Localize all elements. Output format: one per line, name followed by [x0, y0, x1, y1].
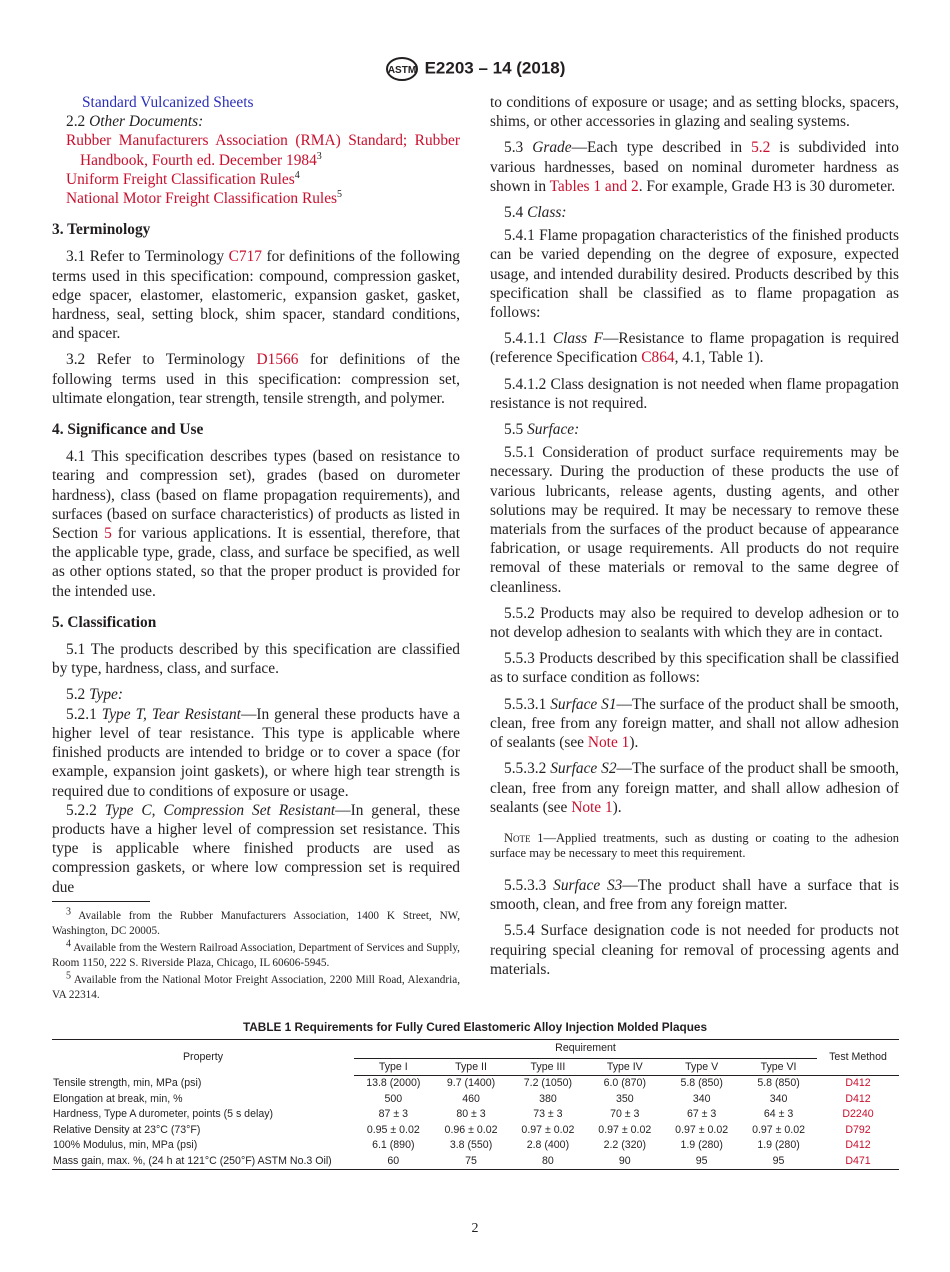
table-cell: 87 ± 3	[378, 1108, 408, 1120]
para-5-2-2: 5.2.2 Type C, Compression Set Resistant—In general, these products have a higher level of compression set resistance. This type is applicable where finished products are used as compression gaskets, or where low compression set is required due	[52, 801, 460, 896]
table-cell: 13.8 (2000)	[366, 1077, 421, 1089]
link-note-1[interactable]: Note 1	[587, 734, 630, 752]
table-cell: 0.97 ± 0.02	[521, 1123, 575, 1136]
right-column	[490, 93, 899, 986]
page-number: 2	[471, 1221, 479, 1236]
para-continued: to conditions of exposure or usage; and as setting blocks, spacers, shims, or other accessories in glazing and sealing systems.	[490, 94, 899, 131]
para-5-5-3-1: 5.5.3.1 Surface S1—The surface of the product shall be smooth, clean, free from any foreign matter, and shall not allow adhesion of sealants (see Note 1).	[490, 695, 899, 752]
doc-link-national-motor-freight[interactable]: National Motor Freight Classification Rules	[66, 190, 338, 208]
requirements-table	[52, 1039, 899, 1170]
table-cell: 340	[769, 1092, 788, 1105]
para-5-2: 5.2 Type:	[66, 686, 124, 704]
para-5-5-3-2: 5.5.3.2 Surface S2—The surface of the product shall be smooth, clean, free from any foreign matter, and shall allow adhesion of sealants (see Note 1).	[490, 760, 899, 816]
table-cell: 6.1 (890)	[372, 1139, 415, 1151]
para-5-4-1-2: 5.4.1.2 Class designation is not needed when flame propagation resistance is not required.	[490, 375, 899, 412]
para-3-1: 3.1 Refer to Terminology C717 for definitions of the following terms used in this specification: compound, compression gasket, edge spacer, elastomer, elastomeric, expansion gasket, gasket, hardness, seal, setting block, shim spacer, standard conditions, and spacer.	[52, 248, 460, 343]
para-4-1: 4.1 This specification describes types (based on resistance to tearing and compression set), grades (based on durometer hardness), class (based on flame propagation requirements), and surfaces (based on surface characteristics) of products as listed in Section 5 for various applications. It is essential, therefore, that the applicable type, grade, class, and surface be specified, as well as other options stated, so that the proper product is provided for the intended use.	[52, 448, 460, 600]
table-cell: 75	[433, 1154, 510, 1170]
link-c864[interactable]: C864	[641, 349, 675, 367]
para-5-5-2: 5.5.2 Products may also be required to develop adhesion or to not develop adhesion to sealants with which they are in contact.	[490, 604, 899, 642]
table-cell: 500	[384, 1092, 403, 1105]
type-header: Type I	[354, 1058, 433, 1076]
table-cell: 9.7 (1400)	[446, 1077, 496, 1089]
footnote-rule	[52, 901, 150, 902]
table-row	[52, 1107, 899, 1123]
table-cell: 3.8 (550)	[449, 1139, 493, 1151]
svg-text:ASTM: ASTM	[387, 65, 416, 76]
ref-link-vulcanized-sheets[interactable]: Standard Vulcanized Sheets	[82, 94, 254, 111]
type-header: Type IV	[586, 1058, 663, 1076]
row-property: Hardness, Type A durometer, points (5 s delay)	[53, 1108, 274, 1120]
table-cell: 0.97 ± 0.02	[598, 1123, 652, 1136]
heading-significance: 4. Significance and Use	[52, 421, 204, 439]
link-note-1[interactable]: Note 1	[571, 798, 613, 816]
heading-terminology: 3. Terminology	[52, 221, 151, 239]
section-number: 2.2	[66, 113, 86, 131]
note-1: Note 1—Applied treatments, such as dusting or coating to the adhesion surface may be necessary to meet this requirement.	[490, 830, 899, 861]
left-column	[52, 93, 460, 904]
link-5-2[interactable]: 5.2	[751, 139, 771, 157]
table-cell: 95	[663, 1154, 740, 1170]
table-cell: 60	[354, 1154, 433, 1170]
table-cell: 2.2 (320)	[603, 1139, 646, 1151]
table-row	[52, 1076, 899, 1092]
table-cell: 6.0 (870)	[603, 1077, 646, 1089]
table-cell: 340	[692, 1092, 711, 1105]
test-method-link[interactable]: D412	[845, 1139, 871, 1151]
para-5-5: 5.5 Surface:	[504, 421, 580, 439]
page-header	[0, 56, 950, 82]
link-section-5[interactable]: 5	[104, 525, 112, 543]
table-row	[52, 1092, 899, 1108]
row-property: Tensile strength, min, MPa (psi)	[53, 1076, 202, 1089]
test-method-link[interactable]: D792	[845, 1123, 871, 1136]
para-5-3: 5.3 Grade—Each type described in 5.2 is subdivided into various hardnesses, based on nominal durometer hardness as shown in Tables 1 and 2. For example, Grade H3 is 30 durometer.	[490, 139, 899, 195]
table-cell: 1.9 (280)	[757, 1139, 800, 1151]
table-cell: 0.96 ± 0.02	[444, 1123, 498, 1136]
doc-link-uniform-freight[interactable]: Uniform Freight Classification Rules	[66, 170, 295, 188]
type-header: Type VI	[740, 1058, 817, 1076]
doc-link-rma[interactable]: Rubber Manufacturers Association (RMA) Standard; Rubber Handbook, Fourth ed. December 1984	[66, 132, 460, 169]
para-5-1: 5.1 The products described by this specification are classified by type, hardness, class, and surface.	[52, 641, 460, 678]
para-5-5-1: 5.5.1 Consideration of product surface requirements may be necessary. During the production of these products the use of various lubricants, release agents, dusting agents, and other solutions may be required. It may be necessary to remove these materials from the surfaces of the product because of appearance fabrication, or usage requirements. All products do not require removal of these materials or removal to the same degree of cleanliness.	[490, 444, 899, 596]
table-cell: 460	[462, 1092, 480, 1105]
footnote-ref: 4	[294, 169, 300, 181]
row-property: 100% Modulus, min, MPa (psi)	[53, 1139, 198, 1151]
test-method-link[interactable]: D412	[845, 1092, 871, 1105]
table-cell: 0.97 ± 0.02	[675, 1123, 729, 1136]
table-cell: 5.8 (850)	[680, 1077, 723, 1089]
footnote-ref: 3	[316, 150, 322, 162]
table-cell: 0.97 ± 0.02	[752, 1123, 806, 1136]
table-row	[52, 1138, 899, 1154]
para-5-5-3-3: 5.5.3.3 Surface S3—The product shall have a surface that is smooth, clean, and free from any foreign matter.	[490, 876, 899, 914]
table-cell: 70 ± 3	[610, 1108, 640, 1120]
table-cell: 350	[615, 1092, 634, 1105]
para-5-4-1: 5.4.1 Flame propagation characteristics of the finished products can be varied depending on the degree of exposure, expected usage, and intended durability desired. Products described by this specification shall be classified as to flame propagation as follows:	[490, 227, 899, 322]
table-row	[52, 1123, 899, 1139]
table-cell: 90	[586, 1154, 663, 1170]
type-header: Type II	[433, 1058, 510, 1076]
table-row	[52, 1154, 899, 1170]
section-title: Other Documents:	[89, 113, 204, 131]
row-property: Elongation at break, min, %	[53, 1092, 183, 1105]
footnote-ref: 5	[337, 188, 343, 200]
col-header-test-method: Test Method	[817, 1040, 899, 1076]
table-cell: 1.9 (280)	[680, 1139, 723, 1151]
table-cell: 5.8 (850)	[757, 1077, 800, 1089]
table-cell: 64 ± 3	[763, 1108, 794, 1120]
row-property: Mass gain, max. %, (24 h at 121°C (250°F) ASTM No.3 Oil)	[52, 1154, 354, 1170]
footnote-3: $^3$ Available from the Rubber Manufacturers Association, 1400 K Street, NW, Washington, DC 20005.	[52, 906, 460, 937]
footnote-4: $^4$ Available from the Western Railroad Association, Department of Services and Supply, Room 1150, 222 S. Riverside Plaza, Chicago, IL 60606-5945.	[52, 938, 460, 969]
table-cell: 0.95 ± 0.02	[366, 1123, 420, 1136]
table-cell: 7.2 (1050)	[523, 1077, 573, 1089]
para-5-5-4: 5.5.4 Surface designation code is not needed for products not requiring special cleaning for removal of processing agents and materials.	[490, 922, 899, 978]
test-method-link[interactable]: D412	[845, 1077, 871, 1089]
para-3-2: 3.2 Refer to Terminology D1566 for definitions of the following terms used in this specification: compression set, ultimate elongation, tear strength, tensile strength, and polymer.	[52, 351, 460, 407]
para-5-2-1: 5.2.1 Type T, Tear Resistant—In general these products have a higher level of tear resistance. This type is applicable where finished products are intended to bridge or to cover a space (for example, expansion joint gaskets), or where high tear strength is required due to conditions of exposure or usage.	[52, 705, 460, 800]
table-cell: 80	[509, 1154, 586, 1170]
document-designation: E2203 – 14 (2018)	[424, 58, 566, 78]
col-header-requirement: Requirement	[354, 1040, 817, 1059]
table-cell: 2.8 (400)	[526, 1139, 570, 1151]
heading-classification: 5. Classification	[52, 613, 157, 631]
table-cell: 67 ± 3	[686, 1108, 717, 1120]
col-header-property: Property	[52, 1040, 354, 1076]
row-property: Relative Density at 23°C (73°F)	[53, 1123, 201, 1136]
type-header: Type V	[663, 1058, 740, 1076]
table-caption: TABLE 1 Requirements for Fully Cured Elastomeric Alloy Injection Molded Plaques	[242, 1020, 708, 1034]
table-cell: 95	[740, 1154, 817, 1170]
link-tables-1-2[interactable]: Tables 1 and 2	[549, 177, 639, 195]
test-method-link[interactable]: D2240	[842, 1108, 874, 1120]
type-header: Type III	[509, 1058, 586, 1076]
link-d1566[interactable]: D1566	[256, 351, 299, 369]
link-c717[interactable]: C717	[228, 248, 262, 266]
table-cell: 380	[539, 1092, 557, 1105]
para-5-4: 5.4 Class:	[504, 204, 567, 222]
para-5-5-3: 5.5.3 Products described by this specification shall be classified as to surface condition as follows:	[490, 650, 899, 687]
astm-logo-icon	[385, 56, 419, 82]
footnote-5: $^5$ Available from the National Motor Freight Association, 2200 Mill Road, Alexandria, VA 22314.	[52, 970, 460, 1001]
test-method-link[interactable]: D471	[817, 1154, 899, 1170]
table-cell: 80 ± 3	[456, 1108, 486, 1120]
para-5-4-1-1: 5.4.1.1 Class F—Resistance to flame propagation is required (reference Specification C864, 4.1, Table 1).	[490, 330, 899, 367]
table-cell: 73 ± 3	[533, 1108, 563, 1120]
footnotes	[52, 906, 460, 1005]
